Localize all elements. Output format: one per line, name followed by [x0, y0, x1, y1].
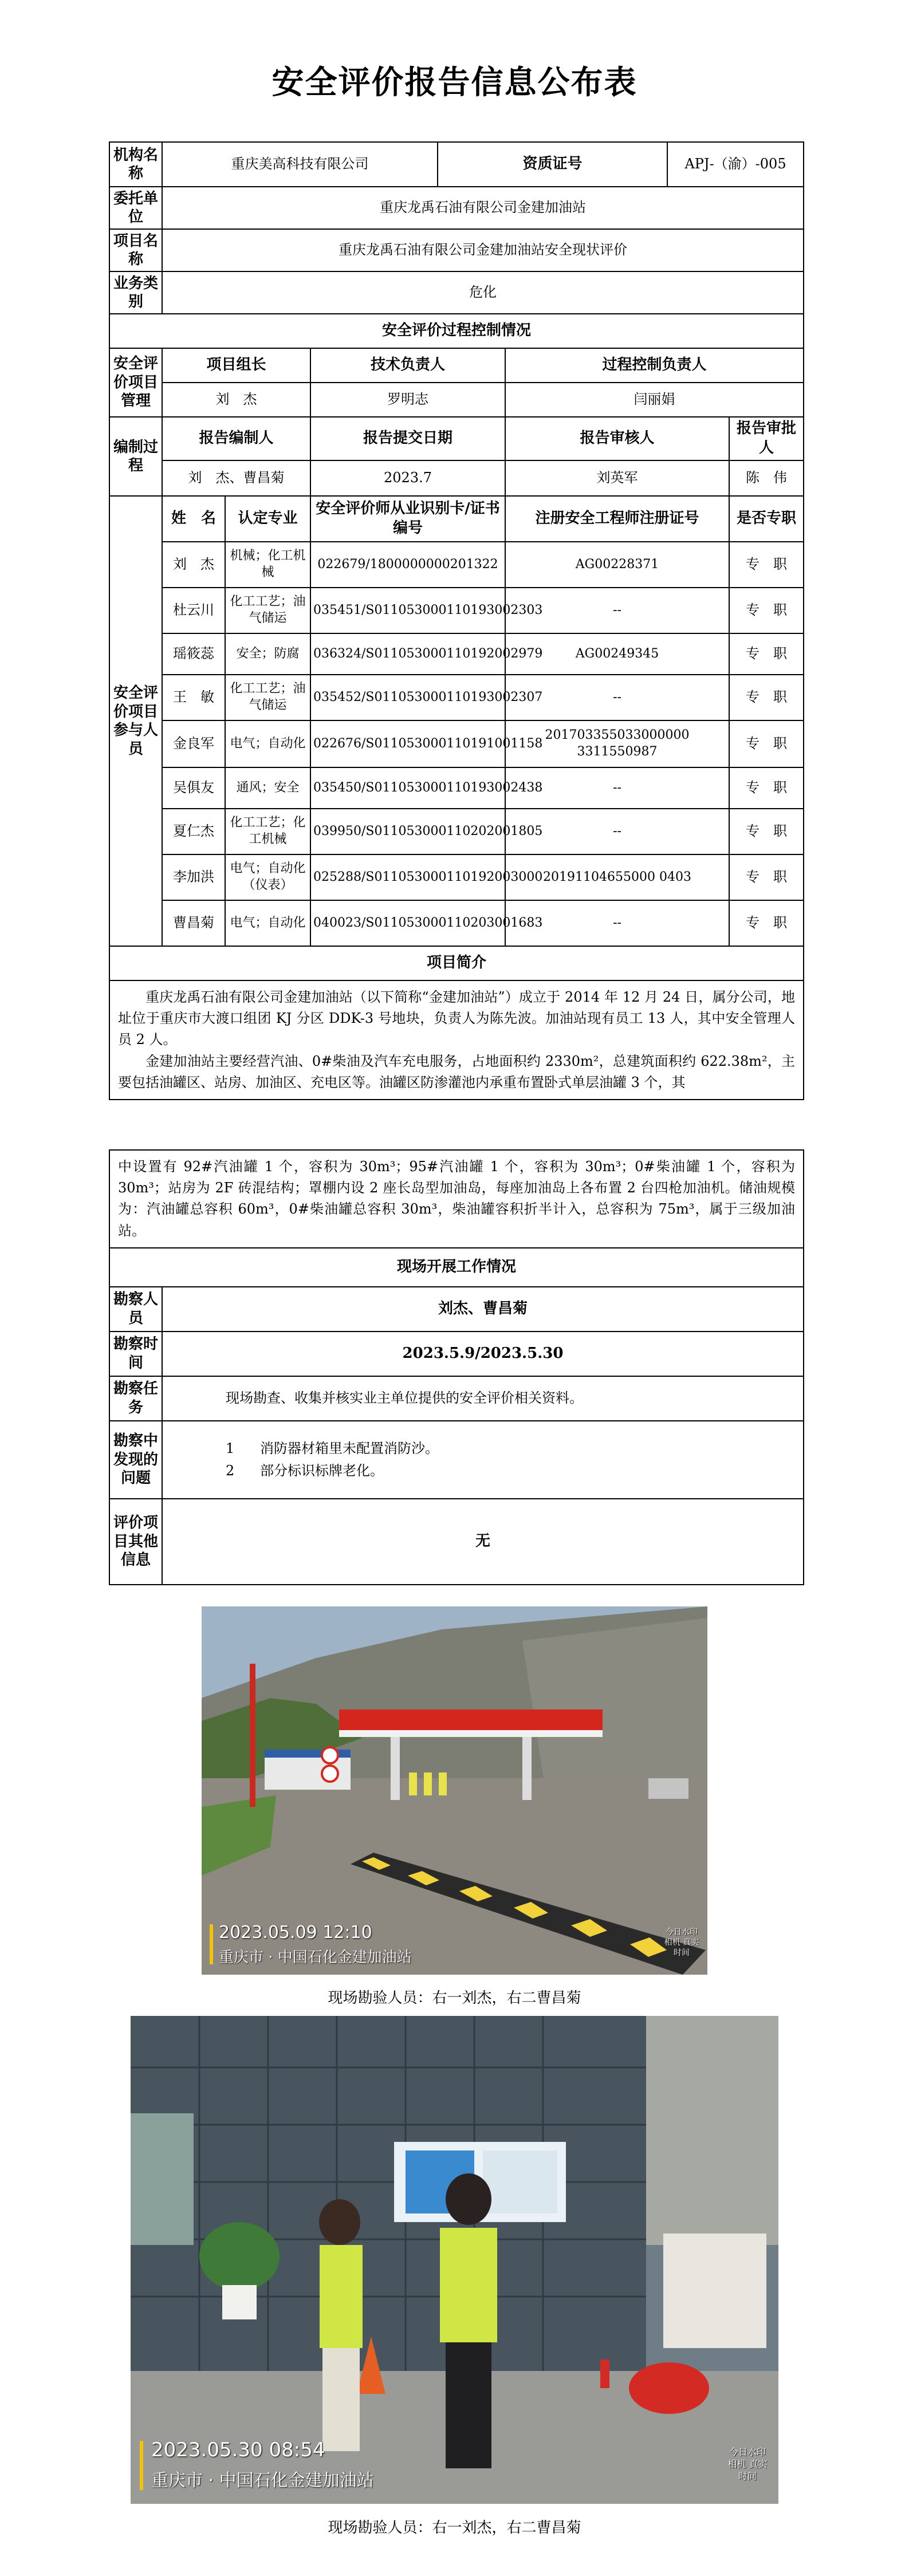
table-row [109, 900, 804, 946]
site-photo-1 [202, 1606, 707, 1975]
staff-reg: -- [505, 900, 729, 946]
staff-name: 刘 杰 [162, 542, 225, 588]
reviewer-header: 报告审核人 [505, 417, 729, 460]
survey-staff-value: 刘杰、曹昌菊 [162, 1287, 804, 1332]
table-row [109, 767, 804, 809]
staff-major: 电气；自动化 [225, 900, 310, 946]
intro-paragraph: 金建加油站主要经营汽油、0#柴油及汽车充电服务，占地面积约 2330m²，总建筑面积约 622.38m²，主要包括油罐区、站房、加油区、充电区等。油罐区防渗灌池内承重布置卧式单层油罐 3 个，其 [118, 1053, 796, 1090]
gas-station-scene [202, 1606, 707, 1975]
table-row [109, 542, 804, 588]
staff-major: 电气；自动化 [225, 720, 310, 767]
control-section-title: 安全评价过程控制情况 [109, 314, 804, 348]
survey-issue-label: 勘察中发现的问题 [109, 1421, 162, 1499]
survey-staff-label: 勘察人员 [109, 1287, 162, 1332]
staff-card: 040023/S011053000110203001683 [310, 900, 505, 946]
staff-card: 035452/S011053000110193002307 [310, 675, 505, 720]
photo-location: 重庆市 · 中国石化金建加油站 [151, 2471, 374, 2491]
watermark-logo: 今日水印 相机 真实时间 [727, 2447, 768, 2482]
table-row [109, 675, 804, 720]
process-header: 过程控制负责人 [505, 348, 804, 383]
client-label: 委托单位 [109, 187, 162, 229]
author-header: 报告编制人 [162, 417, 310, 460]
table-row [109, 809, 804, 854]
staff-major: 安全；防腐 [225, 633, 310, 675]
staff-reg: -- [505, 675, 729, 720]
staff-card: 035450/S011053000110193002438 [310, 767, 505, 809]
staff-fulltime: 专 职 [729, 854, 804, 900]
photo-caption-2: 现场勘验人员：右一刘杰，右二曹昌菊 [328, 2519, 581, 2536]
page-title: 安全评价报告信息公布表 [271, 64, 638, 101]
leader-header: 项目组长 [162, 348, 310, 383]
staff-fulltime: 专 职 [729, 588, 804, 633]
survey-issue-list [162, 1421, 804, 1499]
leader-value: 刘 杰 [162, 383, 310, 417]
staff-fulltime: 专 职 [729, 675, 804, 720]
intro-title: 项目简介 [109, 946, 804, 980]
intro-paragraph: 中设置有 92#汽油罐 1 个，容积为 30m³；95#汽油罐 1 个，容积为 30m³；0#柴油罐 1 个，容积为 30m³；站房为 2F 砖混结构；罩棚内设 2 座长岛型加油岛，每座加油岛上各布置 2 台四枪加油机。储油规模为：汽油罐总容积 60m³，0#柴油罐总容积 30m³，柴油罐容积折半计入，总容积为 75m³，属于三级加油站。 [118, 1159, 795, 1239]
staff-reg: AG00228371 [505, 542, 729, 588]
list-item: 2 部分标识标牌老化。 [226, 1462, 384, 1479]
staff-card: 039950/S011053000110202001805 [310, 809, 505, 854]
staff-card: 022676/S011053000110191001158 [310, 720, 505, 767]
staff-card: 022679/1800000000201322 [310, 542, 505, 588]
reviewer-value: 刘英军 [505, 460, 729, 496]
photo-timestamp: 2023.05.09 12:10 [219, 1923, 372, 1943]
staff-fulltime: 专 职 [729, 633, 804, 675]
staff-reg: 201703355033000000 3311550987 [505, 720, 729, 767]
approver-value: 陈 伟 [729, 460, 804, 496]
mgmt-label: 安全评价项目管理 [109, 348, 162, 417]
staff-fulltime: 专 职 [729, 900, 804, 946]
staff-reg: -- [505, 588, 729, 633]
intro-paragraph: 重庆龙禹石油有限公司金建加油站（以下简称“金建加油站”）成立于 2014 年 12 月 24 日，属分公司，地址位于重庆市大渡口组团 KJ 分区 DDK-3 号地块，负责人为陈先波。加油站现有员工 13 人，其中安全管理人员 2 人。 [118, 989, 796, 1048]
photo-caption-1: 现场勘验人员：右一刘杰，右二曹昌菊 [328, 1990, 581, 2007]
staff-header-major: 认定专业 [225, 496, 310, 542]
list-item: 1 消防器材箱里未配置消防沙。 [226, 1440, 439, 1457]
other-info-label: 评价项目其他信息 [109, 1499, 162, 1585]
timestamp-bar [210, 1924, 213, 1964]
staff-header-name: 姓 名 [162, 496, 225, 542]
staff-fulltime: 专 职 [729, 542, 804, 588]
staff-major: 化工工艺；油气储运 [225, 675, 310, 720]
staff-major: 通风；安全 [225, 767, 310, 809]
project-label: 项目名称 [109, 229, 162, 271]
staff-major: 机械；化工机械 [225, 542, 310, 588]
approver-header: 报告审批人 [729, 417, 804, 460]
survey-task-value: 现场勘查、收集并核实业主单位提供的安全评价相关资料。 [162, 1376, 804, 1421]
staff-card: 025288/S011053000110192003000 [310, 854, 505, 900]
staff-major: 化工工艺；化工机械 [225, 809, 310, 854]
timestamp-bar [140, 2441, 143, 2490]
staff-header-reg: 注册安全工程师注册证号 [505, 496, 729, 542]
site-photo-2 [131, 2016, 778, 2504]
date-header: 报告提交日期 [310, 417, 505, 460]
photo-location: 重庆市 · 中国石化金建加油站 [219, 1949, 412, 1966]
photo-timestamp: 2023.05.30 08:54 [151, 2439, 325, 2461]
org-name-label: 机构名称 [109, 142, 162, 187]
cert-number: APJ-（渝）-005 [667, 142, 804, 187]
other-info-value: 无 [162, 1499, 804, 1585]
staff-name: 杜云川 [162, 588, 225, 633]
staff-reg: AG00249345 [505, 633, 729, 675]
staff-name: 王 敏 [162, 675, 225, 720]
cert-label: 资质证号 [438, 142, 667, 187]
staff-name: 李加洪 [162, 854, 225, 900]
survey-time-label: 勘察时间 [109, 1332, 162, 1376]
org-name: 重庆美高科技有限公司 [162, 142, 438, 187]
intro-text [109, 980, 804, 1100]
tech-header: 技术负责人 [310, 348, 505, 383]
inspectors-scene [131, 2016, 778, 2504]
intro-text-continued [109, 1150, 804, 1248]
table-row [109, 720, 804, 767]
table-row [109, 588, 804, 633]
staff-header-card: 安全评价师从业识别卡/证书编号 [310, 496, 505, 542]
report-label: 编制过程 [109, 417, 162, 496]
staff-name: 曹昌菊 [162, 900, 225, 946]
staff-reg: -- [505, 767, 729, 809]
staff-fulltime: 专 职 [729, 720, 804, 767]
project-value: 重庆龙禹石油有限公司金建加油站安全现状评价 [162, 229, 804, 271]
business-label: 业务类别 [109, 271, 162, 314]
staff-name: 夏仁杰 [162, 809, 225, 854]
survey-time-value: 2023.5.9/2023.5.30 [162, 1332, 804, 1376]
tech-value: 罗明志 [310, 383, 505, 417]
staff-name: 金良军 [162, 720, 225, 767]
staff-fulltime: 专 职 [729, 809, 804, 854]
staff-name: 瑶筱蕊 [162, 633, 225, 675]
field-title: 现场开展工作情况 [109, 1248, 804, 1287]
staff-card: 035451/S011053000110193002303 [310, 588, 505, 633]
staff-reg: -- [505, 809, 729, 854]
staff-reg: 20191104655000 0403 [505, 854, 729, 900]
process-value: 闫丽娟 [505, 383, 804, 417]
author-value: 刘 杰、曹昌菊 [162, 460, 310, 496]
table-row [109, 633, 804, 675]
watermark-logo: 今日水印 相机 真实时间 [664, 1928, 699, 1958]
survey-task-label: 勘察任务 [109, 1376, 162, 1421]
client-value: 重庆龙禹石油有限公司金建加油站 [162, 187, 804, 229]
staff-label: 安全评价项目参与人员 [109, 496, 162, 946]
info-table [109, 141, 804, 1100]
table-row [109, 854, 804, 900]
staff-major: 电气；自动化（仪表） [225, 854, 310, 900]
info-table-continued [109, 1149, 804, 1585]
staff-header-fulltime: 是否专职 [729, 496, 804, 542]
staff-fulltime: 专 职 [729, 767, 804, 809]
business-value: 危化 [162, 271, 804, 314]
staff-major: 化工工艺；油气储运 [225, 588, 310, 633]
staff-card: 036324/S011053000110192002979 [310, 633, 505, 675]
date-value: 2023.7 [310, 460, 505, 496]
staff-name: 吴俱友 [162, 767, 225, 809]
